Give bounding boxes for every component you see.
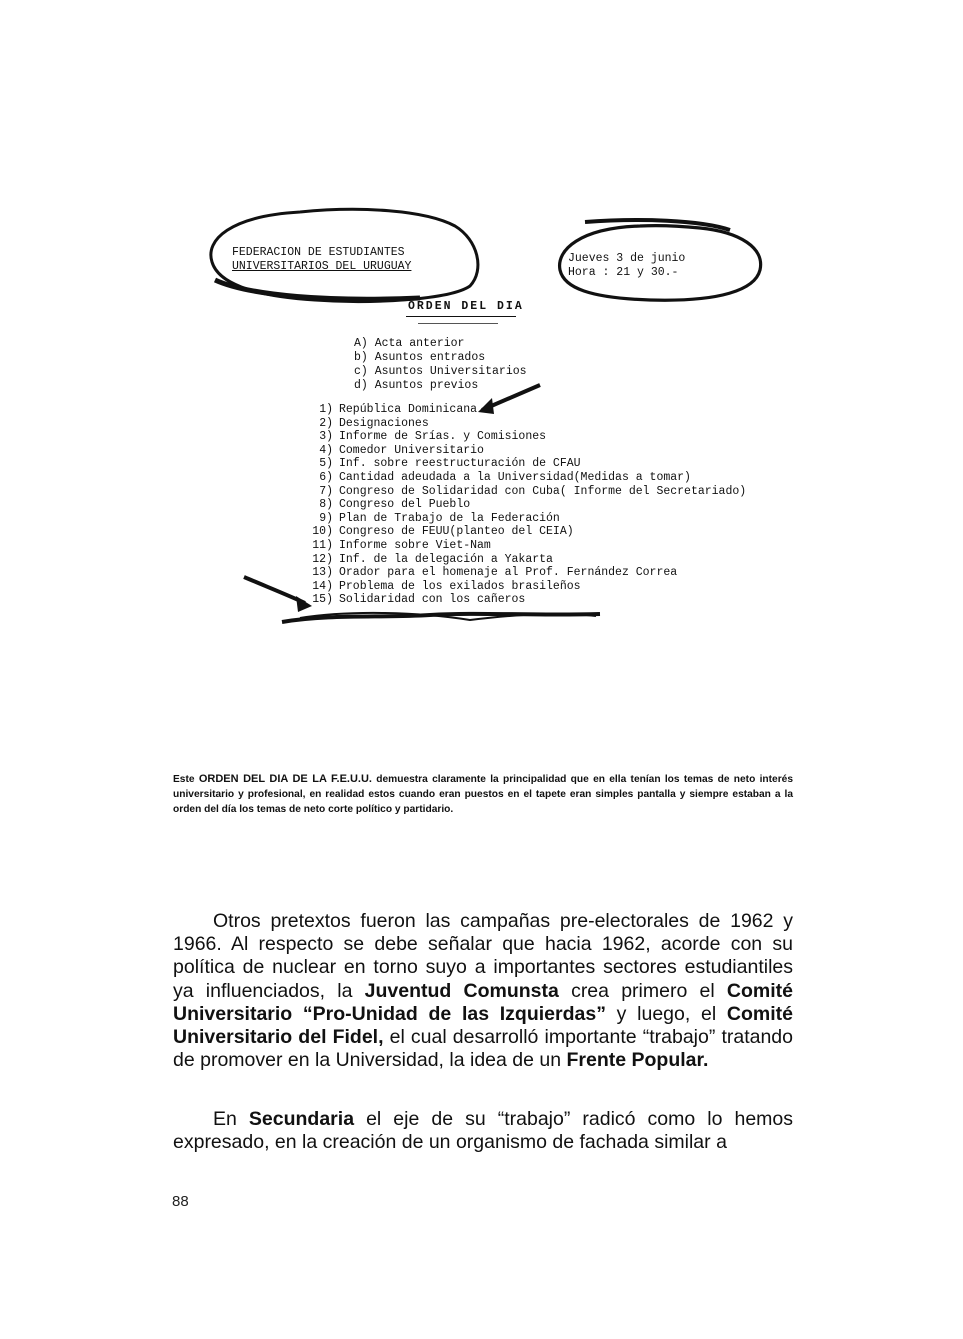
paragraph-text: el eje de su “trabajo” radicó como lo hemos expresado, en la creación de un organismo de fachada similar a [173,1108,793,1154]
caption-rest: demuestra claramente la principalidad que en ella tenían los temas de neto interés universitario y profesional, en realidad estos cuando eran puestos en el tapete eran simples pantalla y siempre estaban a la orden del día los temas de neto corte político y partidario. [173,774,793,815]
paragraph-2 [173,1108,793,1154]
organization-line-1: FEDERACION DE ESTUDIANTES [232,246,405,259]
paragraph-text: el cual desarrolló importante “trabajo” tratando de promover en la Universidad, la idea de un [173,1026,793,1072]
agenda-item [312,471,746,485]
caption-prefix: Este [173,774,199,785]
item-text: Plan de Trabajo de la Federación [339,511,560,525]
item-number: 2) [319,416,333,430]
item-text: Comedor Universitario [339,443,484,457]
agenda-item [312,553,746,567]
agenda-item [312,430,746,444]
bold-term: Comité Universitario del Fidel, [173,1002,793,1049]
arrow-items-mark [244,577,305,603]
bold-term: Comité Universitario “Pro-Unidad de las Izquierdas” [173,979,793,1025]
item-text: Problema de los exilados brasileños [339,579,581,593]
paragraph-text: En [213,1108,249,1130]
agenda-item [312,444,746,458]
item-number: 13) [312,566,333,580]
item-number: 10) [312,525,333,539]
item-text: Congreso del Pueblo [339,498,471,512]
org-circle-thick [215,280,420,299]
item-text: Congreso de FEUU(planteo del CEIA) [339,525,574,539]
item-number: 1) [319,403,333,416]
figure-caption [173,772,793,817]
date-line: Jueves 3 de junio [568,252,686,265]
item-number: 11) [312,538,333,552]
title-underline-secondary [418,323,498,324]
item-number: 6) [319,470,333,484]
agenda-item [312,457,746,471]
agenda-item [312,512,746,526]
agenda-item [312,593,746,607]
item-text: Congreso de Solidaridad con Cuba( Informe del Secretariado) [339,484,747,498]
item-text: Inf. de la delegación a Yakarta [339,552,553,566]
bold-term: Juventud Comunsta [364,979,559,1002]
organization-header [232,246,411,274]
agenda-title: ORDEN DEL DIA [408,300,524,313]
item-number: 9) [319,511,333,525]
time-line: Hora : 21 y 30.- [568,266,679,279]
page-number: 88 [172,1193,189,1210]
item-number: 14) [312,579,333,593]
item-text: Solidaridad con los cañeros [339,593,526,607]
item-number: 4) [319,443,333,457]
agenda-item [312,539,746,553]
agenda-item [312,403,746,417]
paragraph-1 [173,910,793,1072]
arrow-head-items [296,596,312,612]
agenda-item [312,525,746,539]
item-number: 3) [319,430,333,444]
bold-term: Frente Popular. [566,1049,709,1072]
item-text: Cantidad adeudada a la Universidad(Medidas a tomar) [339,470,691,484]
agenda-item [312,485,746,499]
item-text: Informe sobre Viet-Nam [339,538,491,552]
date-box [568,252,685,280]
agenda-item [312,498,746,512]
agenda-items [312,403,746,607]
title-underline [406,316,516,317]
item-number: 15) [312,593,333,607]
item-text: Orador para el homenaje al Prof. Fernández Correa [339,566,678,580]
item-text: República Dominicana [339,403,478,416]
organization-line-2: UNIVERSITARIOS DEL URUGUAY [232,260,412,273]
item-number: 12) [312,552,333,566]
preliminary-items [354,337,527,393]
paragraph-text: y luego, el [605,1002,727,1025]
agenda-item [312,417,746,431]
prelim-item: b) Asuntos entrados [354,351,486,364]
item-text: Designaciones [339,416,429,430]
item-text: Inf. sobre reestructuración de CFAU [339,457,581,471]
item-number: 7) [319,484,333,498]
prelim-item: A) Acta anterior [354,337,465,350]
item-number: 8) [319,498,333,512]
caption-emphasis: ORDEN DEL DIA DE LA F.E.U.U. [198,773,372,785]
bold-term: Secundaria [248,1108,355,1130]
paragraph-text: crea primero el [558,979,727,1002]
agenda-item [312,566,746,580]
prelim-item: c) Asuntos Universitarios [354,365,527,378]
item-text: Informe de Srías. y Comisiones [339,430,547,444]
prelim-item: d) Asuntos previos [354,379,479,392]
paragraph-text: Otros pretextos fueron las campañas pre-electorales de 1962 y 1966. Al respecto se debe señalar que hacia 1962, acorde con su política de nuclear en torno suyo a importantes sectores estudiantiles ya influenciados, la [173,910,793,1002]
agenda-item [312,580,746,594]
item-number: 5) [319,457,333,471]
